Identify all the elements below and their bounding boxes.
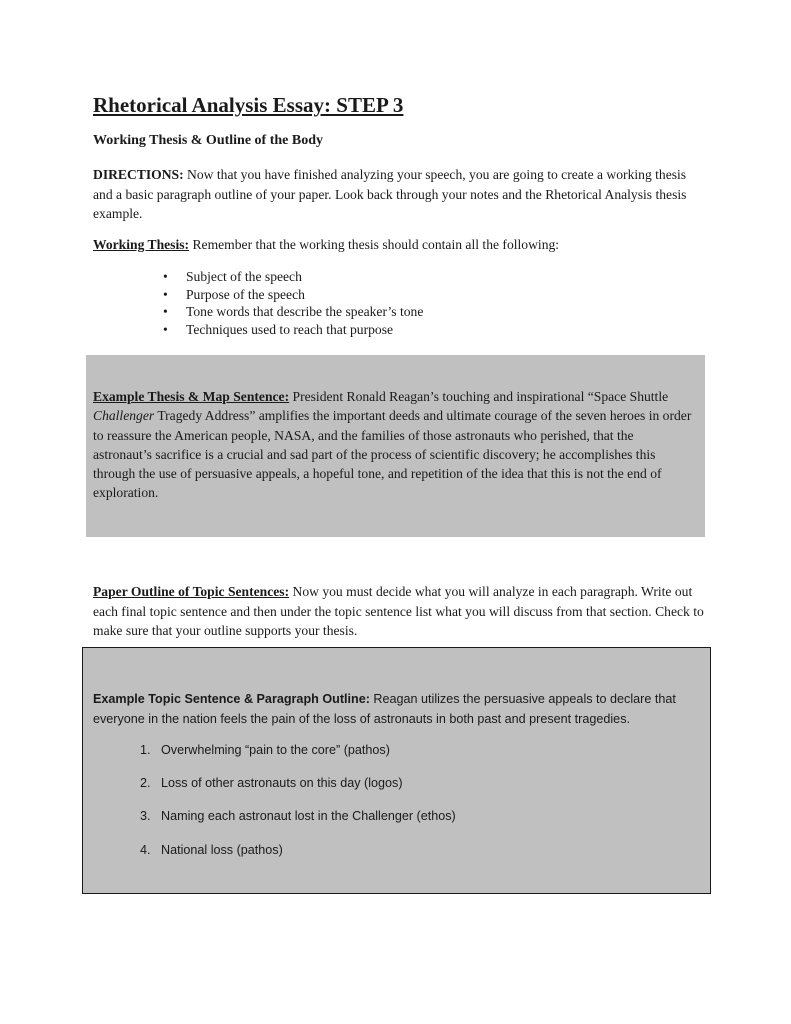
thesis-requirements-list xyxy=(163,268,423,338)
page-subtitle: Working Thesis & Outline of the Body xyxy=(93,133,324,148)
list-item-number: 4. xyxy=(140,842,151,857)
list-item: • Techniques used to reach that purpose xyxy=(163,321,423,339)
example-thesis-box xyxy=(86,355,705,537)
example-thesis-italic: Challenger xyxy=(93,408,155,424)
list-item xyxy=(140,809,456,842)
paper-outline-paragraph xyxy=(93,582,708,641)
list-item: • Tone words that describe the speaker’s tone xyxy=(163,303,423,321)
list-item-number: 3. xyxy=(140,809,151,824)
list-item-number: 2. xyxy=(140,776,151,791)
list-item-number: 1. xyxy=(140,743,151,757)
list-item: • Purpose of the speech xyxy=(163,286,423,304)
paper-outline-label: Paper Outline of Topic Sentences: xyxy=(93,584,290,599)
list-item-text: Overwhelming “pain to the core” (pathos) xyxy=(161,743,390,757)
list-item-text: Naming each astronaut lost in the Challenger (ethos) xyxy=(161,809,456,824)
example-outline-text: Reagan utilizes the persuasive appeals to declare that everyone in the nation feels the pain of the loss of astronauts in both past and present tragedies. xyxy=(93,692,676,726)
list-item xyxy=(140,743,456,776)
example-outline-list xyxy=(140,743,456,876)
directions-text: Now that you have finished analyzing your speech, you are going to create a working thesis and a basic paragraph outline of your paper. Look back through your notes and the Rhetorical Analysis thesis example. xyxy=(93,167,687,221)
example-outline-label: Example Topic Sentence & Paragraph Outline: xyxy=(93,692,370,706)
paper-outline-text: Now you must decide what you will analyze in each paragraph. Write out each final topic sentence and then under the topic sentence list what you will discuss from that section. Check to make sure that your outline supports your thesis. xyxy=(93,584,704,638)
list-item-text: National loss (pathos) xyxy=(161,842,283,857)
working-thesis-label: Working Thesis: xyxy=(93,237,190,252)
example-thesis-text-after: Tragedy Address” amplifies the important deeds and ultimate courage of the seven heroes in order to reassure the American people, NASA, and the families of those astronauts who perished, that the astronaut’s sacrifice is a crucial and sad part of the process of scientific discovery; he accomplishes this through the use of persuasive appeals, a hopeful tone, and repetition of the idea that this is not the end of exploration. xyxy=(93,408,692,501)
example-outline-paragraph xyxy=(93,690,693,729)
example-thesis-label: Example Thesis & Map Sentence: xyxy=(93,389,290,404)
list-item: • Subject of the speech xyxy=(163,268,423,286)
page-title: Rhetorical Analysis Essay: STEP 3 xyxy=(93,93,404,117)
working-thesis-text: Remember that the working thesis should contain all the following: xyxy=(189,237,560,252)
working-thesis-paragraph xyxy=(93,235,708,255)
example-thesis-text-before: President Ronald Reagan’s touching and inspirational “Space Shuttle xyxy=(289,389,669,404)
directions-paragraph xyxy=(93,165,708,224)
list-item xyxy=(140,776,456,809)
directions-label: DIRECTIONS: xyxy=(93,167,184,182)
example-outline-box xyxy=(82,647,711,894)
list-item xyxy=(140,843,456,876)
example-thesis-paragraph xyxy=(93,387,693,503)
list-item-text: Loss of other astronauts on this day (logos) xyxy=(161,776,403,791)
